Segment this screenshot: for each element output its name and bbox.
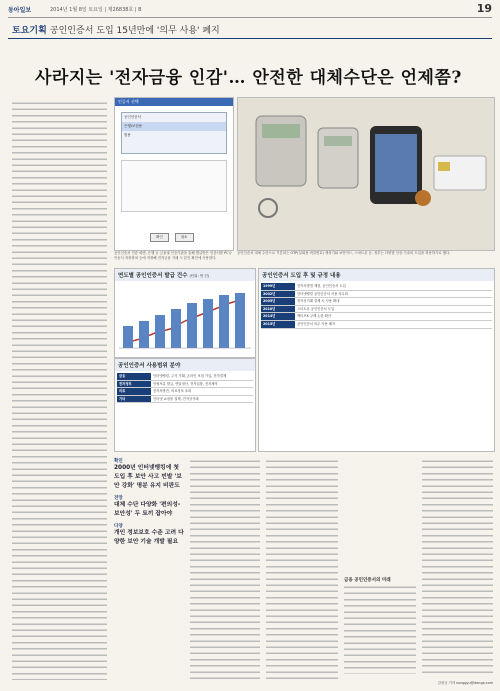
masthead-rule: [8, 17, 492, 18]
timeline-table: [261, 283, 492, 329]
table-row: [261, 305, 492, 313]
issuance-chart: [114, 268, 256, 358]
pullquote-2: 대체 수단 다양화 '편의성-보안성' 두 토끼 잡아야: [114, 502, 181, 517]
row-value: 인터넷 쇼핑몰 결제, 전자상거래: [151, 395, 253, 403]
pullquote-3-label: 다양: [114, 524, 123, 529]
certificate-row-1: 공인인증서: [124, 115, 141, 119]
headline: 사라지는 '전자금융 인감'… 안전한 대체수단은 언제쯤?: [35, 68, 462, 88]
pullquote-1: 2000년 인터넷뱅킹에 첫 도입 후 보안 사고 빈발 '보안 강화' 명분 유지 비판도: [114, 465, 182, 489]
page-number: 19: [476, 2, 492, 15]
usage-scope-box: [114, 358, 256, 452]
pullquote-2-label: 전망: [114, 496, 123, 501]
pullquote-3: 개인 정보보호 수준 고려 다양한 보안 기술 개발 필요: [114, 530, 184, 545]
row-key: 기타: [117, 395, 151, 403]
row-key: 2002년: [261, 290, 295, 298]
timeline-title: 공인인증서 도입 후 및 규정 내용: [259, 269, 494, 281]
table-row: [261, 283, 492, 290]
row-value: 스마트폰 공인인증서 도입: [295, 305, 492, 313]
table-row: [117, 373, 253, 380]
row-value: 전자서명법 제정, 공인인증서 도입: [295, 283, 492, 290]
article-column-5: [422, 458, 493, 683]
table-row: [117, 395, 253, 403]
text-lines: [190, 458, 260, 683]
screenshot-caption: 공인인증서 인증 화면. 은행 등 금융권 인증기관을 통해 발급받은 인증서를 PC나 이동식 저장장치 등에 저장해 전자금융 거래 시 본인 확인에 사용한다.: [114, 251, 232, 260]
row-value: 전자처방전, 의료정보 조회: [151, 388, 253, 396]
subhead-1: 금융 공인인증서의 미래: [344, 578, 391, 583]
row-key: 2015년: [261, 320, 295, 328]
certificate-window-screenshot: [114, 97, 234, 251]
row-key: 전자정부: [117, 380, 151, 388]
section-subtitle: 공인인증서 도입 15년만에 '의무 사용' 폐지: [49, 26, 220, 36]
row-key: 1999년: [261, 283, 295, 290]
table-row: [117, 388, 253, 396]
article-column-3: [266, 458, 338, 683]
table-row: [261, 290, 492, 298]
usage-scope-title: 공인인증서 사용범위 분야: [115, 359, 255, 371]
row-value: 액티브X 규제 논란 확산: [295, 313, 492, 321]
article-column-4: [344, 458, 416, 683]
chart-plot: [115, 281, 255, 355]
confirm-button: 확인: [150, 233, 169, 242]
certificate-row-3: 범용: [124, 133, 131, 137]
newspaper-logo: 동아일보: [8, 7, 32, 14]
table-row: [117, 380, 253, 388]
chart-title: [115, 269, 255, 281]
text-lines: [266, 458, 338, 683]
section-title: [12, 23, 220, 36]
usage-scope-table: [117, 373, 253, 403]
table-row: [261, 320, 492, 328]
section-label: 토요기획: [12, 26, 47, 36]
table-row: [261, 313, 492, 321]
cancel-button: 취소: [175, 233, 194, 242]
security-devices-photo: [237, 97, 495, 251]
window-titlebar: 인증서 선택: [115, 98, 233, 106]
certificate-list: [121, 112, 227, 154]
row-key: 2010년: [261, 305, 295, 313]
table-row: [261, 298, 492, 306]
section-rule: [8, 38, 492, 39]
reporter-byline: 김성규 기자 sunggyu@donga.com: [437, 681, 493, 685]
chart-title-text: 연도별 공인인증서 발급 건수: [118, 273, 188, 279]
row-value: 공인인증서 의무 사용 폐지: [295, 320, 492, 328]
row-value: 인터넷뱅킹 공인인증서 사용 의무화: [295, 290, 492, 298]
text-lines: [12, 100, 107, 680]
row-key: 2005년: [261, 298, 295, 306]
photo-caption: 공인인증서 대체 수단으로 거론되는 OTP(일회용 비밀번호) 생성기와 보안카드, 스마트폰 등. 정부는 다양한 인증 기술의 도입을 허용하기로 했다.: [237, 251, 451, 255]
article-column-1: [12, 100, 107, 680]
row-value: 민원서류 발급, 연말정산, 전자입찰, 전자계약: [151, 380, 253, 388]
row-key: 2014년: [261, 313, 295, 321]
pullquote-1-label: 확인: [114, 459, 123, 464]
row-value: 인터넷뱅킹, 주식 거래, 온라인 보험 가입, 전자결제: [151, 373, 253, 380]
pullquote-column: [114, 458, 184, 683]
row-key: 금융: [117, 373, 151, 380]
devices-illustration: [238, 98, 494, 250]
text-lines: [344, 584, 416, 674]
timeline-box: [258, 268, 495, 452]
dialog-buttons: [150, 233, 194, 242]
issue-date: 2014년 1월 8일 토요일 | 제26838호 | B: [50, 7, 142, 13]
password-panel: [121, 160, 227, 212]
article-column-2: [190, 458, 260, 683]
certificate-row-2: 은행/보험용: [122, 122, 226, 131]
row-value: 전자상거래 결제 시 사용 확대: [295, 298, 492, 306]
row-key: 의료: [117, 388, 151, 396]
masthead: [8, 2, 492, 15]
chart-unit: (단위: 만 건): [189, 274, 210, 278]
text-lines: [422, 458, 493, 673]
